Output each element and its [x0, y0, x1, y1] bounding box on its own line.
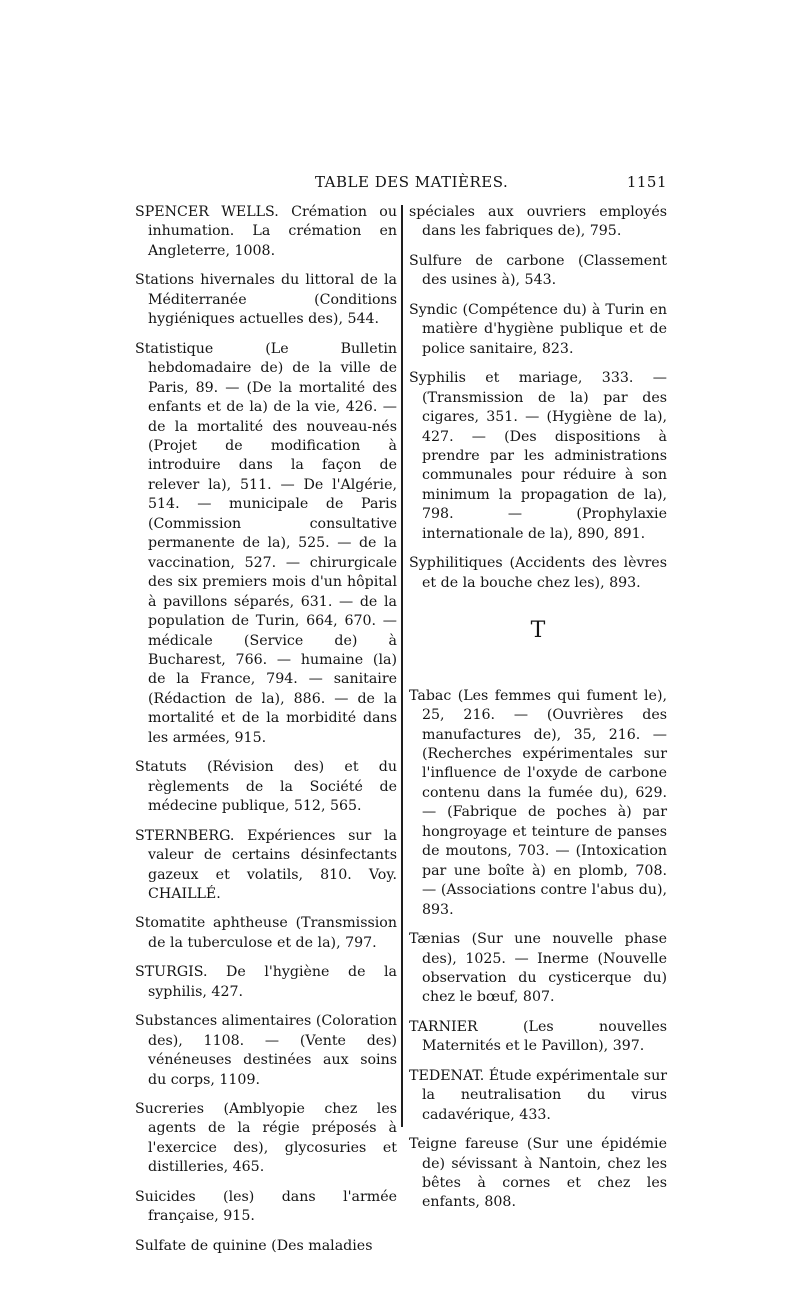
header-title: TABLE DES MATIÈRES. [315, 173, 509, 191]
index-entry: Sulfate de quinine (Des maladies [135, 1237, 373, 1254]
index-entry: TEDENAT. Étude expérimentale sur la neutralisation du virus cadavérique, 433. [409, 1067, 667, 1123]
index-entry: Statuts (Révision des) et du règlements de la Société de médecine publique, 512, 565. [135, 759, 397, 815]
index-entry: Tænias (Sur une nouvelle phase des), 1025. — Inerme (Nouvelle observation du cysticerque du) chez le bœuf, 807. [409, 931, 667, 1006]
index-entry: Tabac (Les femmes qui fument le), 25, 216. — (Ouvrières des manufactures de), 35, 216. — (Recherches expérimentales sur l'influence de l'oxyde de carbone contenu dans la fumée du), 629. — (Fabrique de poches à) par hongroyage et teinture de panses de moutons, 703. — (Intoxication par une boîte à) en plomb, 708. — (Associations contre l'abus du), 893. [409, 687, 667, 918]
index-entry: TARNIER (Les nouvelles Maternités et le Pavillon), 397. [409, 1018, 667, 1055]
index-entry: Syphilitiques (Accidents des lèvres et de la bouche chez les), 893. [409, 555, 667, 591]
index-entry: Teigne fareuse (Sur une épidémie de) sévissant à Nantoin, chez les bêtes à cornes et chez les enfants, 808. [409, 1136, 667, 1211]
index-entry: STERNBERG. Expériences sur la valeur de certains désinfectants gazeux et volatils, 810. Voy. CHAILLÉ. [135, 827, 397, 902]
index-entry: Suicides (les) dans l'armée française, 915. [135, 1188, 397, 1225]
index-entry: Stations hivernales du littoral de la Méditerranée (Conditions hygiéniques actuelles des), 544. [135, 272, 397, 328]
index-entry: STURGIS. De l'hygiène de la syphilis, 427. [135, 964, 397, 1000]
section-letter: T [530, 618, 546, 644]
index-entry: Substances alimentaires (Coloration des), 1108. — (Vente des) vénéneuses destinées aux soins du corps, 1109. [135, 1013, 398, 1088]
column-divider [401, 205, 403, 1127]
index-entry: Sucreries (Amblyopie chez les agents de la régie préposés à l'exercice des), glycosuries et distilleries, 465. [135, 1101, 397, 1176]
index-entry: Stomatite aphtheuse (Transmission de la tuberculose et de la), 797. [135, 915, 397, 951]
running-header [135, 173, 667, 197]
index-entry: Sulfure de carbone (Classement des usines à), 543. [409, 252, 667, 289]
page-number: 1151 [626, 173, 667, 191]
index-entry: Syphilis et mariage, 333. — (Transmission de la) par des cigares, 351. — (Hygiène de la), 427. — (Des dispositions à prendre par les administrations communales pour réduire à son minimum la propagation de la), 798. — (Prophylaxie internationale de la), 890, 891. [409, 370, 667, 542]
index-entry: SPENCER WELLS. Crémation ou inhumation. La crémation en Angleterre, 1008. [135, 204, 397, 259]
index-entry: Statistique (Le Bulletin hebdomadaire de) de la ville de Paris, 89. — (De la mortalité des enfants et de la) de la vie, 426. — de la mortalité des nouveau-nés (Projet de modification à introduire dans la façon de relever la), 511. — De l'Algérie, 514. — municipale de Paris (Commission consultative permanente de la), 525. — de la vaccination, 527. — chirurgicale des six premiers mois d'un hôpital à pavillons séparés, 631. — de la population de Turin, 664, 670. — médicale (Service de) à Bucharest, 766. — humaine (la) de la France, 794. — sanitaire (Rédaction de la), 886. — de la mortalité et de la morbidité dans les armées, 915. [135, 340, 397, 746]
index-entry: spéciales aux ouvriers employés dans les fabriques de), 795. [409, 204, 667, 240]
index-entry: Syndic (Compétence du) à Turin en matière d'hygiène publique et de police sanitaire, 823. [409, 301, 667, 357]
left-column [135, 203, 397, 1266]
right-column [409, 203, 667, 1223]
